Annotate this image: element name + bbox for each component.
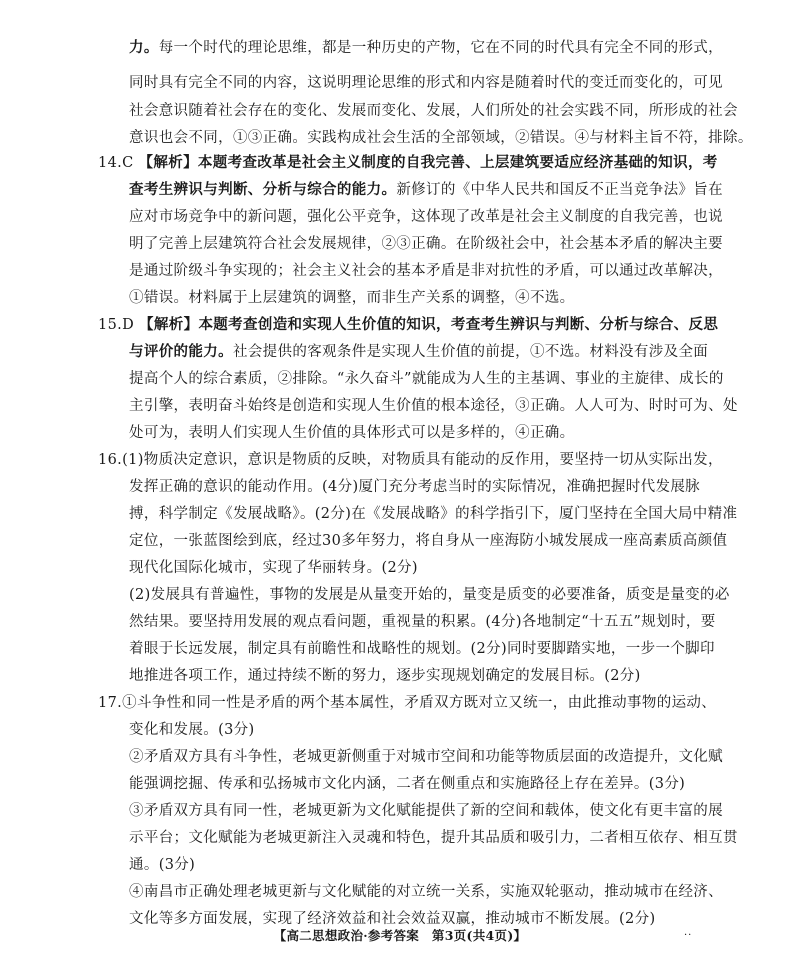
text-line: 主引擎，表明奋斗始终是创造和实现人生价值的根本途径，③正确。人人可为、时时可为、处 [129, 398, 738, 414]
page-footer: 【高二思想政治·参考答案 第3页(共4页)】 [273, 928, 527, 943]
q14-header-line: 14.C 【解析】本题考查改革是社会主义制度的自我完善、上层建筑要适应经济基础的知识，考 [98, 154, 718, 171]
text-line: 同时具有完全不同的内容，这说明理论思维的形式和内容是随着时代的变迁而变化的，可见 [129, 75, 723, 91]
text-line: ②矛盾双方具有斗争性，老城更新侧重于对城市空间和功能等物质层面的改造提升，文化赋 [129, 749, 723, 765]
question-number: 17. [98, 695, 123, 711]
question-number: 14.C [98, 155, 139, 171]
footer-mark: ·· [684, 930, 693, 941]
question-number: 15.D [98, 317, 140, 333]
text-line: ④南昌市正确处理老城更新与文化赋能的对立统一关系，实施双轮驱动，推动城市在经济、 [129, 884, 723, 900]
text-line: 示平台；文化赋能为老城更新注入灵魂和特色，提升其品质和吸引力，二者相互依存、相互贯 [129, 830, 738, 846]
question-number: 16. [98, 452, 123, 468]
text-line: 社会意识随着社会存在的变化、发展而变化、发展，人们所处的社会实践不同，所形成的社会 [129, 103, 738, 119]
text-line: 是通过阶级斗争实现的；社会主义社会的基本矛盾是非对抗性的矛盾，可以通过改革解决， [129, 263, 723, 279]
text-line: 定位，一张蓝图绘到底，经过30多年努力，将自身从一座海防小城发展成一座高素质高颜值 [129, 533, 728, 549]
text-line: 提高个人的综合素质，②排除。“永久奋斗”就能成为人生的主基调、事业的主旋律、成长的 [129, 371, 724, 387]
text-line: 通。(3分) [129, 857, 196, 873]
text-line: 力。每一个时代的理论思维，都是一种历史的产物，它在不同的时代具有完全不同的形式， [129, 39, 723, 56]
text-line: 现代化国际化城市，实现了华丽转身。(2分) [129, 560, 418, 576]
text-line: 与评价的能力。社会提供的客观条件是实现人生价值的前提，①不选。材料没有涉及全面 [129, 343, 709, 360]
text-line: 发挥正确的意识的能动作用。(4分)厦门充分考虑当时的实际情况，准确把握时代发展脉 [129, 479, 701, 495]
q16-first-line: 16.(1)物质决定意识，意识是物质的反映，对物质具有能动的反作用，要坚持一切从实际出发， [98, 452, 723, 468]
text-line: 文化等多方面发展，实现了经济效益和社会效益双赢，推动城市不断发展。(2分) [129, 911, 656, 927]
text-line: 查考生辨识与判断、分析与综合的能力。新修订的《中华人民共和国反不正当竞争法》旨在 [129, 181, 724, 198]
text-line: 意识也会不同，①③正确。实践构成社会生活的全部领域，②错误。④与材料主旨不符，排除。 [129, 130, 753, 146]
text-line: 着眼于长远发展，制定具有前瞻性和战略性的规划。(2分)同时要脚踏实地，一步一个脚印 [129, 641, 715, 657]
text-line: 变化和发展。(3分) [129, 722, 255, 738]
text-line: ①错误。材料属于上层建筑的调整，而非生产关系的调整，④不选。 [129, 290, 575, 306]
text-line: 搏，科学制定《发展战略》。(2分)在《发展战略》的科学指引下，厦门坚持在全国大局中精准 [129, 506, 738, 522]
text-line: ③矛盾双方具有同一性，老城更新为文化赋能提供了新的空间和载体，使文化有更丰富的展 [129, 803, 723, 819]
text-line: 然结果。要坚持用发展的观点看问题，重视量的积累。(4分)各地制定“十五五”规划时，要 [129, 614, 716, 630]
text-line: (2)发展具有普遍性，事物的发展是从量变开始的，量变是质变的必要准备，质变是量变的必 [129, 587, 730, 603]
text-line: 处可为，表明人们实现人生价值的具体形式可以是多样的，④正确。 [129, 425, 575, 441]
text-line: 地推进各项工作，通过持续不断的努力，逐步实现规划确定的发展目标。(2分) [129, 668, 641, 684]
text-line: 能强调挖掘、传承和弘扬城市文化内涵，二者在侧重点和实施路径上存在差异。(3分) [129, 776, 686, 792]
text-line: 明了完善上层建筑符合社会发展规律，②③正确。在阶级社会中，社会基本矛盾的解决主要 [129, 236, 723, 252]
q17-first-line: 17.①斗争性和同一性是矛盾的两个基本属性，矛盾双方既对立又统一，由此推动事物的运动、 [98, 695, 717, 711]
q15-header-line: 15.D 【解析】本题考查创造和实现人生价值的知识，考查考生辨识与判断、分析与综合、反思 [98, 316, 719, 333]
text-line: 应对市场竞争中的新问题，强化公平竞争，这体现了改革是社会主义制度的自我完善，也说 [129, 209, 723, 225]
